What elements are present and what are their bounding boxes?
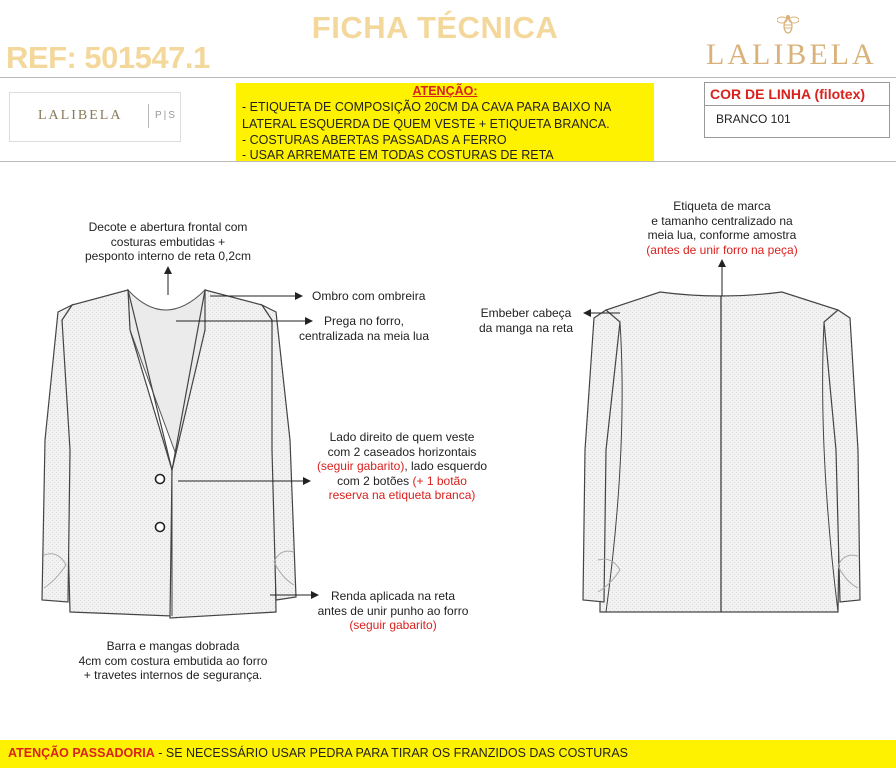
note-line xyxy=(302,474,502,489)
note-buttons xyxy=(302,430,502,503)
note-line: Embeber cabeça xyxy=(480,306,572,320)
note-red: reserva na etiqueta branca) xyxy=(328,488,476,502)
note-hem xyxy=(56,639,290,683)
thread-color-value: BRANCO 101 xyxy=(716,112,791,126)
attention-title: ATENÇÃO: xyxy=(412,84,478,98)
note-line: Etiqueta de marca xyxy=(673,199,771,213)
page-title: FICHA TÉCNICA xyxy=(311,10,559,45)
note-line: e tamanho centralizado na xyxy=(651,213,793,228)
logo-subtext: P|S xyxy=(155,110,177,121)
note-red: (seguir gabarito) xyxy=(349,618,437,632)
note-line: Renda aplicada na reta xyxy=(330,589,456,603)
note-line: Prega no forro, xyxy=(323,314,405,328)
footer-body: - SE NECESSÁRIO USAR PEDRA PARA TIRAR OS FRANZIDOS DAS COSTURAS xyxy=(154,746,629,760)
thread-color-title: COR DE LINHA (filotex) xyxy=(710,86,866,102)
note-line: Decote e abertura frontal com xyxy=(88,220,248,234)
footer-text xyxy=(8,746,628,760)
note-red: (+ 1 botão xyxy=(412,473,467,488)
note-line: pesponto interno de reta 0,2cm xyxy=(84,249,252,263)
note-line: meia lua, conforme amostra xyxy=(647,228,797,242)
note-line: da manga na reta xyxy=(478,320,574,335)
note-line: Lado direito de quem veste xyxy=(329,430,475,444)
note-line: antes de unir punho ao forro xyxy=(317,603,469,618)
reference-code: REF: 501547.1 xyxy=(6,40,210,75)
attention-line: - ETIQUETA DE COMPOSIÇÃO 20CM DA CAVA PARA BAIXO NA xyxy=(242,100,612,114)
note-line: centralizada na meia lua xyxy=(298,328,430,343)
note-label xyxy=(622,199,822,257)
note-neckline xyxy=(70,220,266,264)
note-line: + travetes internos de segurança. xyxy=(83,668,263,682)
note-line: 4cm com costura embutida ao forro xyxy=(78,653,268,668)
note-sleeve-head xyxy=(468,306,584,335)
attention-line: - USAR ARREMATE EM TODAS COSTURAS DE RETA xyxy=(242,148,554,162)
brand-logo: LALIBELA xyxy=(706,38,877,71)
back-jacket-drawing xyxy=(583,292,860,612)
attention-line: LATERAL ESQUERDA DE QUEM VESTE + ETIQUETA BRANCA. xyxy=(242,117,610,131)
attention-line: - COSTURAS ABERTAS PASSADAS A FERRO xyxy=(242,133,507,147)
note-lace xyxy=(303,589,483,633)
note-line: costuras embutidas + xyxy=(110,234,226,249)
note-line: com 2 caseados horizontais xyxy=(327,444,477,459)
note-line: Barra e mangas dobrada xyxy=(106,639,240,653)
front-jacket-drawing xyxy=(42,290,296,618)
note-text: , lado esquerdo xyxy=(404,459,488,473)
note-pleat xyxy=(290,314,438,343)
note-red: (seguir gabarito) xyxy=(316,459,405,473)
note-text: com 2 botões xyxy=(337,473,413,488)
note-shoulder: Ombro com ombreira xyxy=(312,289,426,303)
footer-strong: ATENÇÃO PASSADORIA xyxy=(8,746,155,760)
note-red: (antes de unir forro na peça) xyxy=(646,242,798,257)
logo-text: LALIBELA xyxy=(38,108,123,123)
note-line xyxy=(302,459,502,474)
